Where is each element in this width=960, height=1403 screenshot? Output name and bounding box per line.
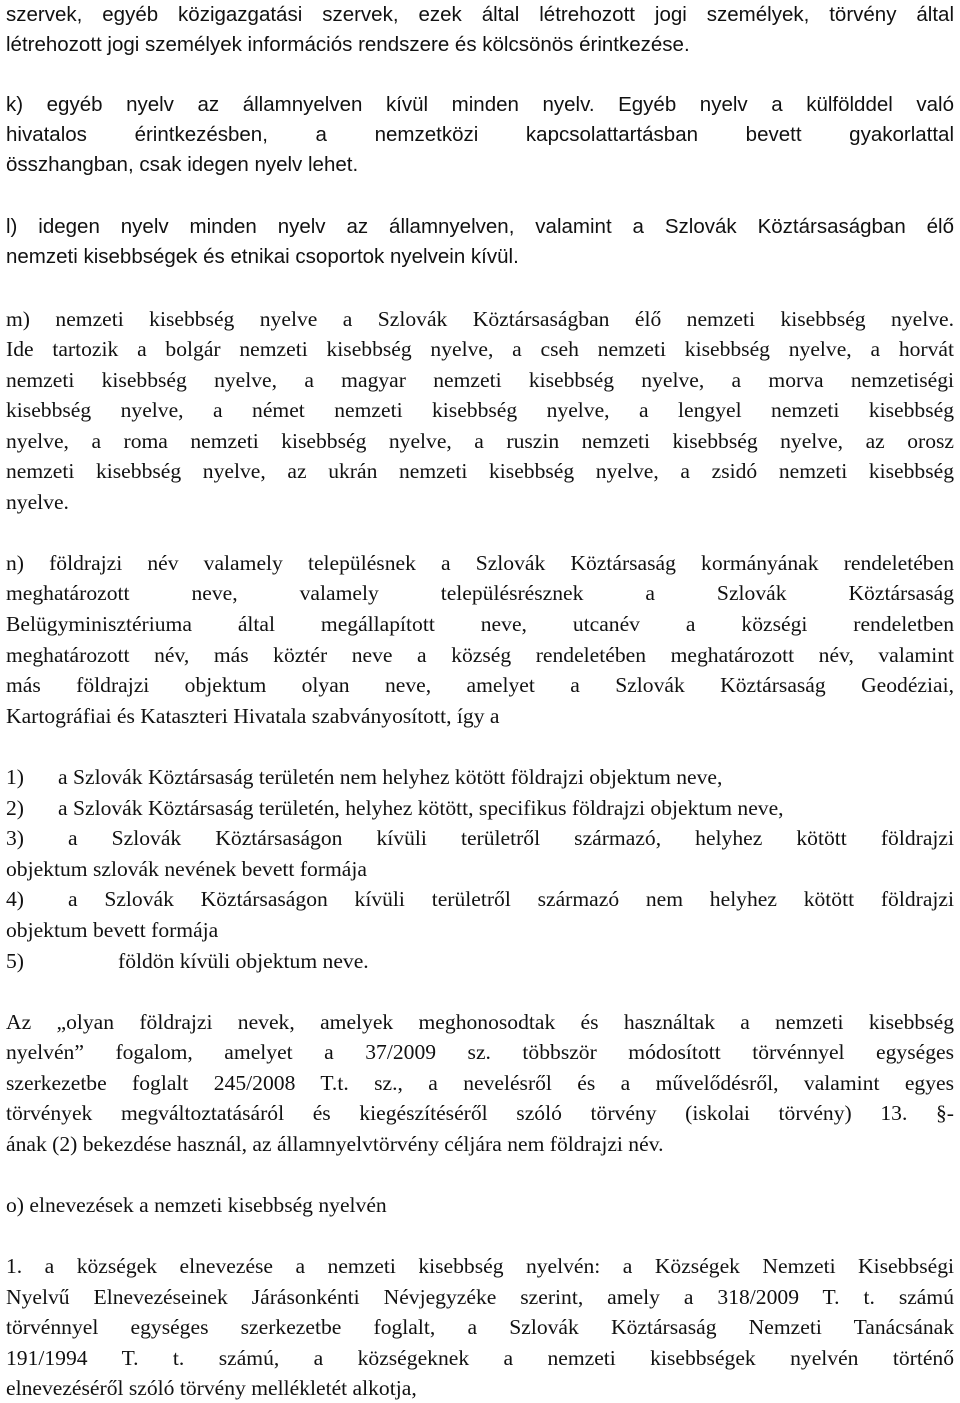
text-line: Ide tartozik a bolgár nemzeti kisebbség nyelve, a cseh nemzeti kisebbség nyelve, a horvát <box>6 337 954 361</box>
text-line: objektum bevett formája <box>6 918 219 942</box>
text-line: szerkezetbe foglalt 245/2008 T.t. sz., a nevelésről és a művelődésről, valamint egyes <box>6 1071 954 1095</box>
text-line: m) nemzeti kisebbség nyelve a Szlovák Köztársaságban élő nemzeti kisebbség nyelve. <box>6 307 954 331</box>
text-line: nyelvén” fogalom, amelyet a 37/2009 sz. többször módosított törvénnyel egységes <box>6 1040 954 1064</box>
text-line: nemzeti kisebbség nyelve, az ukrán nemzeti kisebbség nyelve, a zsidó nemzeti kisebbség <box>6 459 954 483</box>
list-number: 4) <box>6 887 24 911</box>
text-line: objektum szlovák nevének bevett formája <box>6 857 367 881</box>
list-item <box>6 823 954 853</box>
text-line: meghatározott név, más köztér neve a község rendeletében meghatározott név, valamint <box>6 643 954 667</box>
list-item-text: a Szlovák Köztársaság területén nem helyhez kötött földrajzi objektum neve, <box>58 765 723 789</box>
list-item-text: földön kívüli objektum neve. <box>118 949 369 973</box>
text-line: törvénnyel egységes szerkezetbe foglalt, a Szlovák Köztársaság Nemzeti Tanácsának <box>6 1315 954 1339</box>
list-item <box>6 946 954 976</box>
text-line: Az „olyan földrajzi nevek, amelyek meghonosodtak és használtak a nemzeti kisebbség <box>6 1010 954 1034</box>
text-line: törvények megváltoztatásáról és kiegészítéséről szóló törvény (iskolai törvény) 13. §- <box>6 1101 954 1125</box>
text-line: ának (2) bekezdése használ, az államnyelvtörvény céljára nem földrajzi név. <box>6 1132 664 1156</box>
list-number: 5) <box>6 949 24 973</box>
list-item <box>6 762 954 792</box>
text-line: létrehozott jogi személyek információs rendszere és kölcsönös érintkezése. <box>6 33 690 56</box>
list-item-text: a Szlovák Köztársaság területén, helyhez kötött, specifikus földrajzi objektum neve, <box>58 796 784 820</box>
text-line: más földrajzi objektum olyan neve, amelyet a Szlovák Köztársaság Geodéziai, <box>6 673 954 697</box>
text-line: Nyelvű Elnevezéseinek Járásonkénti Névjegyzéke szerint, amely a 318/2009 T. t. számú <box>6 1285 954 1309</box>
text-line: kisebbség nyelve, a német nemzeti kisebbség nyelve, a lengyel nemzeti kisebbség <box>6 398 954 422</box>
text-line: nyelve, a roma nemzeti kisebbség nyelve, a ruszin nemzeti kisebbség nyelve, az orosz <box>6 429 954 453</box>
text-line: összhangban, csak idegen nyelv lehet. <box>6 153 359 176</box>
text-line: Kartográfiai és Kataszteri Hivatala szabványosított, így a <box>6 704 500 728</box>
text-line: nemzeti kisebbségek és etnikai csoportok nyelvein kívül. <box>6 245 519 268</box>
list-item-text: a Szlovák Köztársaságon kívüli területről származó nem helyhez kötött földrajzi <box>68 887 954 911</box>
text-line: nyelve. <box>6 490 69 514</box>
text-line: 1. a községek elnevezése a nemzeti kisebbség nyelvén: a Községek Nemzeti Kisebbségi <box>6 1254 954 1278</box>
text-line: szervek, egyéb közigazgatási szervek, ezek által létrehozott jogi személyek, törvény által <box>6 3 954 26</box>
list-item <box>6 793 954 823</box>
list-number: 1) <box>6 765 24 789</box>
text-line: nemzeti kisebbség nyelve, a magyar nemzeti kisebbség nyelve, a morva nemzetiségi <box>6 368 954 392</box>
list-number: 3) <box>6 826 24 850</box>
text-line: elnevezéséről szóló törvény mellékletét alkotja, <box>6 1376 417 1400</box>
text-line: o) elnevezések a nemzeti kisebbség nyelvén <box>6 1193 387 1217</box>
text-line: l) idegen nyelv minden nyelv az államnyelven, valamint a Szlovák Köztársaságban élő <box>6 215 954 238</box>
list-item-text: a Szlovák Köztársaságon kívüli területről származó, helyhez kötött földrajzi <box>68 826 954 850</box>
text-line: hivatalos érintkezésben, a nemzetközi kapcsolattartásban bevett gyakorlattal <box>6 123 954 146</box>
text-line: 191/1994 T. t. számú, a községeknek a nemzeti kisebbségek nyelvén történő <box>6 1346 954 1370</box>
text-line: Belügyminisztériuma által megállapított neve, utcanév a községi rendeletben <box>6 612 954 636</box>
text-line: k) egyéb nyelv az államnyelven kívül minden nyelv. Egyéb nyelv a külfölddel való <box>6 93 954 116</box>
text-line: meghatározott neve, valamely településrésznek a Szlovák Köztársaság <box>6 581 954 605</box>
list-number: 2) <box>6 796 24 820</box>
list-item <box>6 884 954 914</box>
text-line: n) földrajzi név valamely településnek a Szlovák Köztársaság kormányának rendeletében <box>6 551 954 575</box>
